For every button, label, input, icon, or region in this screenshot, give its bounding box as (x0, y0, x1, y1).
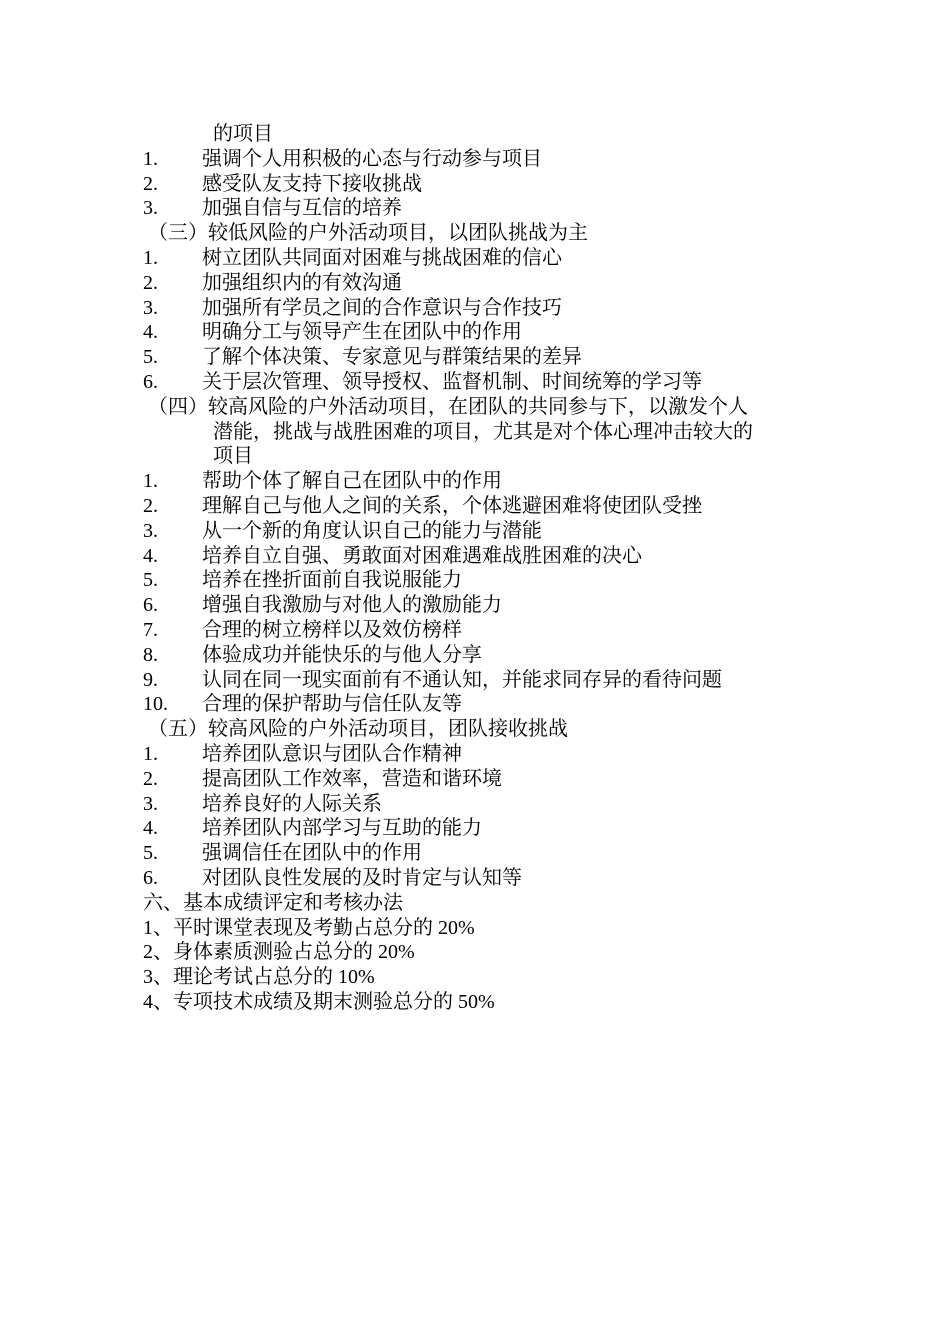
list-text: 培养自立自强、勇敢面对困难遇难战胜困难的决心 (202, 544, 642, 567)
list-item (143, 469, 823, 494)
list-number: 1. (143, 742, 158, 765)
list-item (143, 345, 823, 370)
list-number: 3. (143, 296, 158, 319)
list-text: 树立团队共同面对困难与挑战困难的信心 (202, 246, 562, 269)
section-heading-4-continued (143, 420, 823, 445)
section-heading-text: （五）较高风险的户外活动项目，团队接收挑战 (148, 718, 568, 741)
list-number: 4. (143, 321, 158, 344)
list-item (143, 296, 823, 321)
list-text: 关于层次管理、领导授权、监督机制、时间统筹的学习等 (202, 370, 702, 393)
list-number: 10. (143, 693, 168, 716)
list-text: 培养团队内部学习与互助的能力 (202, 817, 482, 840)
section-heading-text: 项目 (213, 445, 253, 468)
list-text: 提高团队工作效率，营造和谐环境 (202, 767, 502, 790)
list-number: 3. (143, 197, 158, 220)
list-text: 增强自我激励与对他人的激励能力 (202, 594, 502, 617)
list-text: 认同在同一现实面前有不通认知，并能求同存异的看待问题 (202, 668, 722, 691)
list-number: 2. (143, 172, 158, 195)
list-text: 强调个人用积极的心态与行动参与项目 (202, 147, 542, 170)
section-heading-text: （四）较高风险的户外活动项目，在团队的共同参与下，以激发个人 (148, 395, 748, 418)
list-number: 5. (143, 569, 158, 592)
list-item (143, 172, 823, 197)
list-number: 9. (143, 668, 158, 691)
list-text: 合理的树立榜样以及效仿榜样 (202, 618, 462, 641)
list-item (143, 643, 823, 668)
list-number: 4. (143, 817, 158, 840)
grading-item (143, 965, 823, 990)
list-item (143, 668, 823, 693)
list-number: 3. (143, 519, 158, 542)
list-item (143, 147, 823, 172)
list-item (143, 792, 823, 817)
list-number: 5. (143, 842, 158, 865)
list-number: 7. (143, 618, 158, 641)
list-number: 2. (143, 767, 158, 790)
section-heading-3 (143, 221, 823, 246)
list-item (143, 519, 823, 544)
list-number: 2. (143, 494, 158, 517)
list-item (143, 692, 823, 717)
list-item (143, 866, 823, 891)
list-item (143, 742, 823, 767)
list-text: 对团队良性发展的及时肯定与认知等 (202, 866, 522, 889)
list-text: 理解自己与他人之间的关系，个体逃避困难将使团队受挫 (202, 494, 702, 517)
grading-text: 4、专项技术成绩及期末测验总分的 50% (143, 990, 495, 1013)
list-item (143, 767, 823, 792)
list-number: 6. (143, 594, 158, 617)
section-heading-text: （三）较低风险的户外活动项目，以团队挑战为主 (148, 222, 588, 245)
list-item (143, 841, 823, 866)
list-text: 强调信任在团队中的作用 (202, 842, 422, 865)
section-heading-6 (143, 891, 823, 916)
grading-item (143, 990, 823, 1015)
list-item (143, 568, 823, 593)
list-number: 3. (143, 792, 158, 815)
list-item (143, 320, 823, 345)
list-text: 帮助个体了解自己在团队中的作用 (202, 470, 502, 493)
grading-item (143, 916, 823, 941)
list-number: 4. (143, 544, 158, 567)
grading-text: 1、平时课堂表现及考勤占总分的 20% (143, 916, 475, 939)
list-number: 1. (143, 147, 158, 170)
list-text: 明确分工与领导产生在团队中的作用 (202, 321, 522, 344)
list-item (143, 816, 823, 841)
list-item (143, 494, 823, 519)
grading-text: 3、理论考试占总分的 10% (143, 966, 375, 989)
document-body (143, 122, 823, 1015)
list-text: 加强自信与互信的培养 (202, 197, 402, 220)
list-number: 5. (143, 346, 158, 369)
list-text: 感受队友支持下接收挑战 (202, 172, 422, 195)
list-number: 6. (143, 866, 158, 889)
list-text: 培养在挫折面前自我说服能力 (202, 569, 462, 592)
list-number: 6. (143, 370, 158, 393)
continued-text-label: 的项目 (213, 123, 273, 145)
list-number: 2. (143, 271, 158, 294)
grading-item (143, 940, 823, 965)
list-item (143, 370, 823, 395)
list-number: 1. (143, 246, 158, 269)
list-item (143, 593, 823, 618)
list-text: 了解个体决策、专家意见与群策结果的差异 (202, 346, 582, 369)
section-heading-4-continued (143, 444, 823, 469)
list-item (143, 544, 823, 569)
list-text: 合理的保护帮助与信任队友等 (202, 693, 462, 716)
section-heading-5 (143, 717, 823, 742)
list-text: 培养团队意识与团队合作精神 (202, 742, 462, 765)
section-heading-text: 六、基本成绩评定和考核办法 (143, 891, 403, 914)
list-number: 1. (143, 470, 158, 493)
grading-text: 2、身体素质测验占总分的 20% (143, 941, 415, 964)
continued-text (143, 122, 823, 147)
list-item (143, 618, 823, 643)
list-text: 从一个新的角度认识自己的能力与潜能 (202, 519, 542, 542)
list-item (143, 246, 823, 271)
section-heading-text: 潜能，挑战与战胜困难的项目，尤其是对个体心理冲击较大的 (213, 420, 753, 443)
list-text: 培养良好的人际关系 (202, 792, 382, 815)
list-text: 加强组织内的有效沟通 (202, 271, 402, 294)
list-text: 加强所有学员之间的合作意识与合作技巧 (202, 296, 562, 319)
list-item (143, 196, 823, 221)
list-number: 8. (143, 643, 158, 666)
list-text: 体验成功并能快乐的与他人分享 (202, 643, 482, 666)
list-item (143, 271, 823, 296)
section-heading-4 (143, 395, 823, 420)
